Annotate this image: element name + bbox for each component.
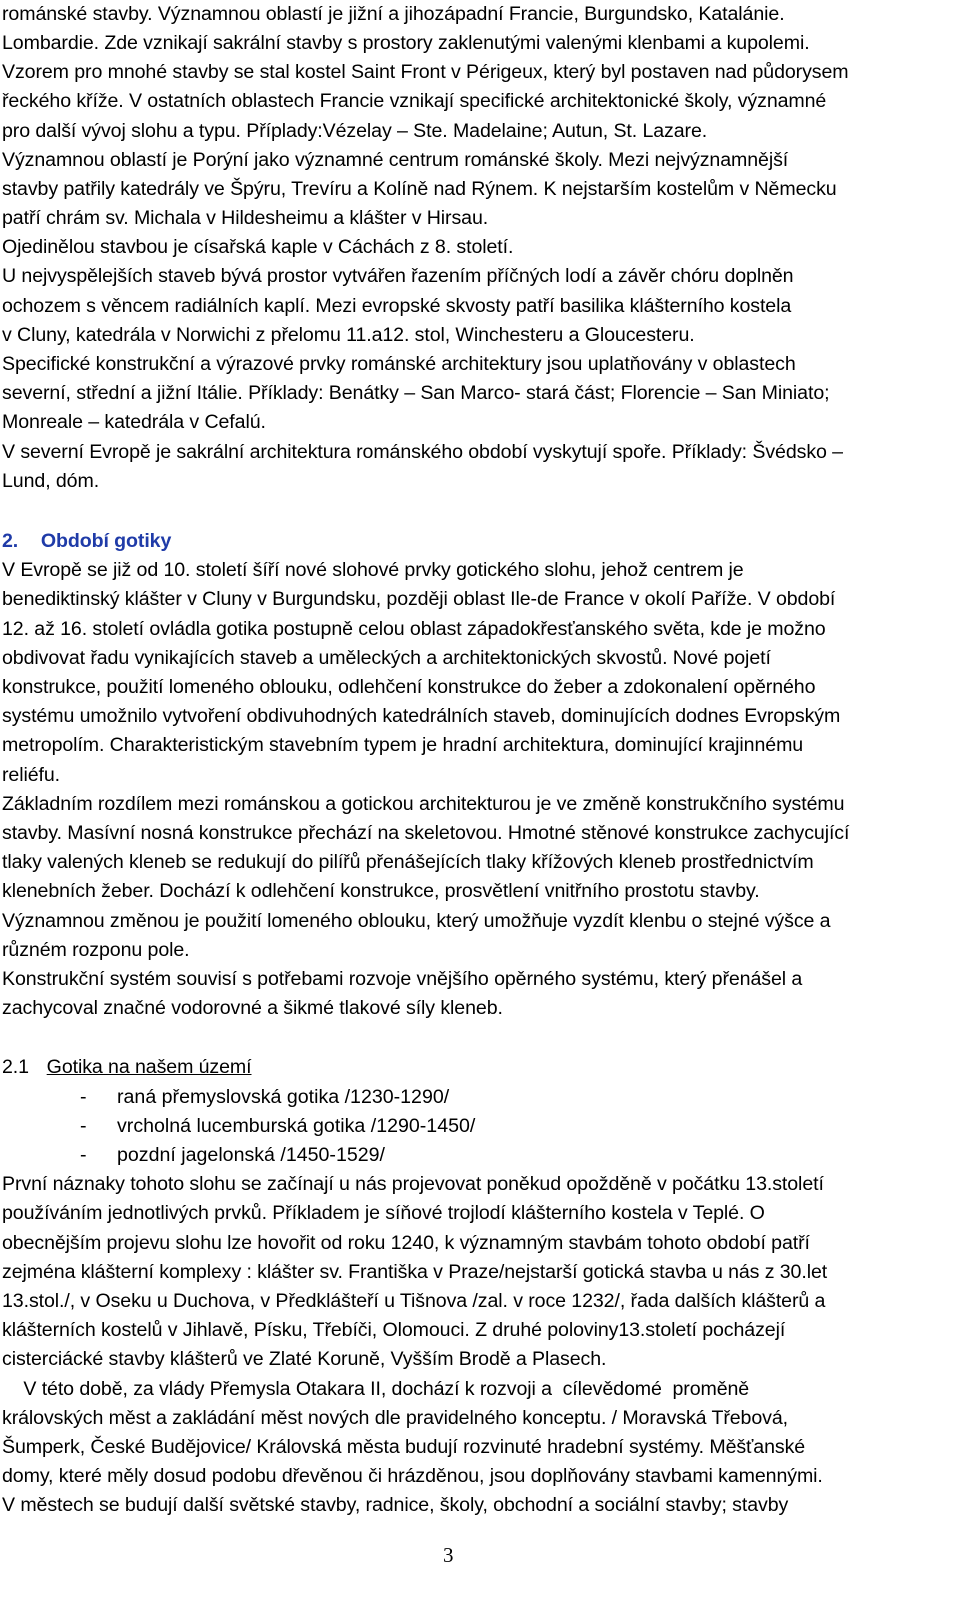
text-line: reliéfu. [2,764,61,786]
text-line: obdivovat řadu vynikajících staveb a uměleckých a architektonických skvostů. Nové pojetí [2,647,771,669]
text-line: V městech se budují další světské stavby, radnice, školy, obchodní a sociální stavby; stavby [2,1494,789,1516]
text-line: klášterních kostelů v Jihlavě, Písku, Třebíči, Olomouci. Z druhé poloviny13.století pocházejí [2,1319,786,1341]
text-line: zachycoval značné vodorovné a šikmé tlakové síly kleneb. [2,997,503,1019]
subsection-number: 2.1 [2,1056,29,1078]
text-line: První náznaky tohoto slohu se začínají u nás projevovat poněkud opožděně v počátku 13.století [2,1173,824,1195]
text-line: Významnou oblastí je Porýní jako významné centrum románské školy. Mezi nejvýznamnější [2,149,789,171]
text-line: patří chrám sv. Michala v Hildesheimu a klášter v Hirsau. [2,207,489,229]
text-line: Lombardie. Zde vznikají sakrální stavby s prostory zaklenutými valenými klenbami a kupolemi. [2,32,810,54]
text-line: 12. až 16. století ovládla gotika postupně celou oblast západokřesťanského světa, kde je možno [2,618,826,640]
text-line: v Cluny, katedrála v Norwichi z přelomu 11.a12. stol, Winchesteru a Gloucesteru. [2,324,695,346]
list-item [80,1141,385,1170]
list-item [80,1083,450,1112]
text-line: královských měst a zakládání měst nových dle pravidelného konceptu. / Moravská Třebová, [2,1407,788,1429]
text-line: Významnou změnou je použití lomeného oblouku, který umožňuje vyzdít klenbu o stejné výšce a [2,910,831,932]
text-line: Vzorem pro mnohé stavby se stal kostel Saint Front v Périgeux, který byl postaven nad půdorysem [2,61,849,83]
text-line: severní, střední a jižní Itálie. Příklady: Benátky – San Marco- stará část; Florencie – San Miniato; [2,382,830,404]
section-number: 2. [2,530,19,552]
text-line: klenebních žeber. Dochází k odlehčení konstrukce, prosvětlení vnitřního prostotu stavby. [2,880,760,902]
text-line: konstrukce, použití lomeného oblouku, odlehčení konstrukce do žeber a zdokonalení opěrného [2,676,816,698]
text-line: Specifické konstrukční a výrazové prvky románské architektury jsou uplatňovány v oblastech [2,353,796,375]
text-line: různém rozponu pole. [2,939,190,961]
text-line: V Evropě se již od 10. století šíří nové slohové prvky gotického slohu, jehož centrem je [2,559,744,581]
text-line: stavby patřily katedrály ve Špýru, Trevíru a Kolíně nad Rýnem. K nejstarším kostelům v Německu [2,178,837,200]
list-item-text: raná přemyslovská gotika /1230-1290/ [117,1086,450,1108]
text-line: ochozem s věncem radiálních kaplí. Mezi evropské skvosty patří basilika klášterního kostela [2,295,792,317]
text-line: benediktinský klášter v Cluny v Burgundsku, později oblast Ile-de France v okolí Paříže. V období [2,588,836,610]
text-line: V severní Evropě je sakrální architektura románského období vyskytují spoře. Příklady: Švédsko – [2,441,843,463]
text-line: Základním rozdílem mezi románskou a gotickou architekturou je ve změně konstrukčního systému [2,793,845,815]
subsection-title: Gotika na našem území [46,1056,252,1078]
text-line: používáním jednotlivých prvků. Příkladem je síňové trojlodí klášterního kostela v Teplé. O [2,1202,765,1224]
text-line: Šumperk, České Budějovice/ Královská města budují rozvinuté hradební systémy. Měšťanské [2,1436,806,1458]
text-line: V této době, za vlády Přemysla Otakara II, dochází k rozvoji a cílevědomé proměně [2,1378,750,1400]
list-dash: - [80,1144,87,1166]
section-title: Období gotiky [40,530,172,552]
list-item [80,1112,476,1141]
text-line: zejména klášterní komplexy : klášter sv. Františka v Praze/nejstarší gotická stavba u nás z 30.let [2,1261,828,1283]
subsection-heading [2,1053,252,1082]
list-dash: - [80,1115,87,1137]
text-line: Lund, dóm. [2,470,100,492]
section-heading [2,527,171,556]
text-line: řeckého kříže. V ostatních oblastech Francie vznikají specifické architektonické školy, významné [2,90,827,112]
text-line: systému umožnilo vytvoření obdivuhodných katedrálních staveb, dominujících dodnes Evropským [2,705,841,727]
text-line: tlaky valených kleneb se redukují do pilířů přenášejících tlaky křížových kleneb prostřednictvím [2,851,814,873]
text-line: domy, které měly dosud podobu dřevěnou či hrázděnou, jsou doplňovány stavbami kamennými. [2,1465,823,1487]
text-line: 13.stol./, v Oseku u Duchova, v Předklášteří u Tišnova /zal. v roce 1232/, řada dalších klášterů a [2,1290,826,1312]
list-dash: - [80,1086,87,1108]
text-line: románské stavby. Významnou oblastí je jižní a jihozápadní Francie, Burgundsko, Katalánie. [2,3,785,25]
list-item-text: vrcholná lucemburská gotika /1290-1450/ [117,1115,476,1137]
text-line: metropolím. Charakteristickým stavebním typem je hradní architektura, dominující krajinnému [2,734,804,756]
page-number: 3 [443,1543,454,1567]
text-line: U nejvyspělejších staveb bývá prostor vytvářen řazením příčných lodí a závěr chóru doplněn [2,265,794,287]
text-line: stavby. Masívní nosná konstrukce přechází na skeletovou. Hmotné stěnové konstrukce zachycující [2,822,850,844]
text-line: Monreale – katedrála v Cefalú. [2,411,266,433]
text-line: cisterciácké stavby klášterů ve Zlaté Koruně, Vyšším Brodě a Plasech. [2,1348,607,1370]
text-line: obecnějším projevu slohu lze hovořit od roku 1240, k významným stavbám tohoto období patří [2,1232,810,1254]
text-line: Ojedinělou stavbou je císařská kaple v Cáchách z 8. století. [2,236,514,258]
text-line: pro další vývoj slohu a typu. Příplady:Vézelay – Ste. Madelaine; Autun, St. Lazare. [2,120,708,142]
text-line: Konstrukční systém souvisí s potřebami rozvoje vnějšího opěrného systému, který přenášel a [2,968,803,990]
list-item-text: pozdní jagelonská /1450-1529/ [117,1144,385,1166]
